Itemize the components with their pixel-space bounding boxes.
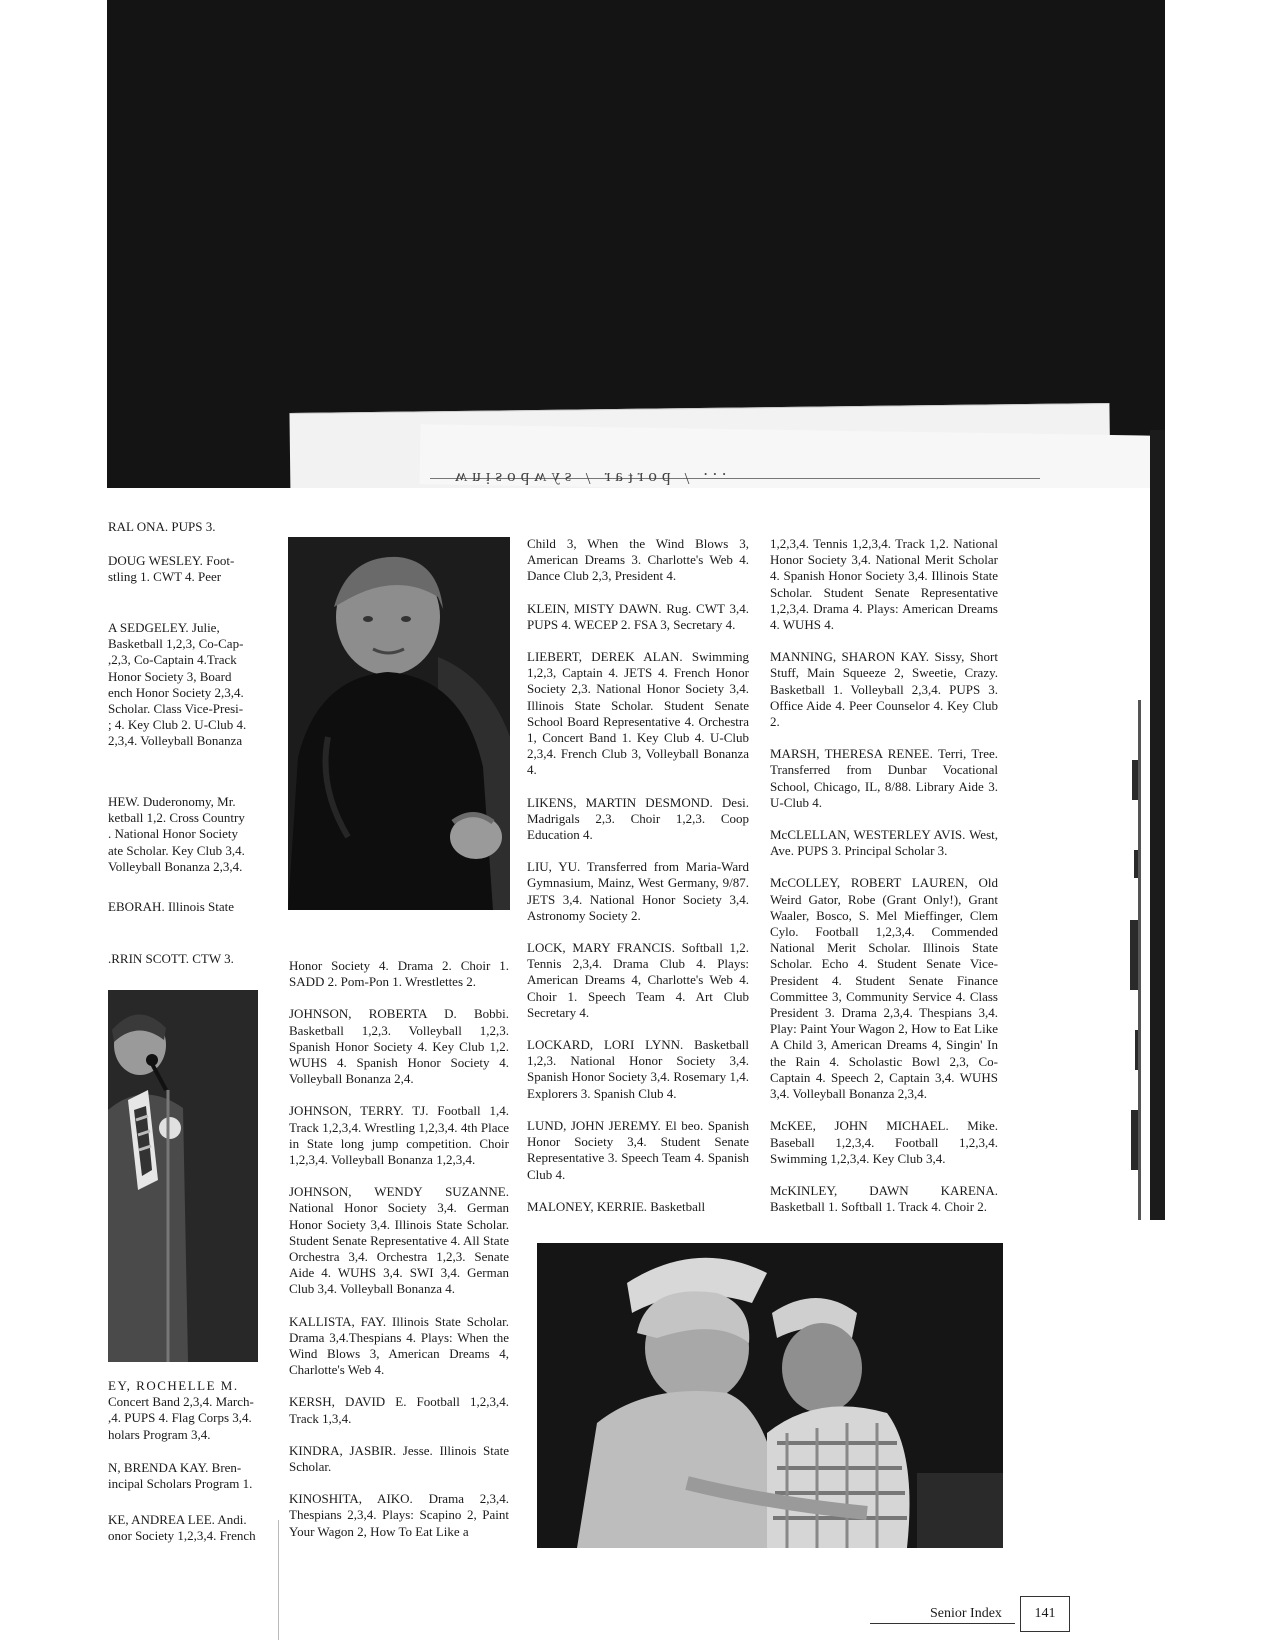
index-entry: LOCK, MARY FRANCIS. Softball 1,2. Tennis 2,3,4. Drama Club 4. Plays: American Dreams 4, Charlotte's Web 4. Choir 1. Speech Team 4. Art Club Secretary 4. <box>527 940 749 1020</box>
fragment-line: .RRIN SCOTT. CTW 3. <box>108 951 234 966</box>
index-entry: LOCKARD, LORI LYNN. Basketball 1,2,3. National Honor Society 3,4. Spanish Honor Society 3,4. Rosemary 1,4. Explorers 3. Spanish Club 4. <box>527 1037 749 1101</box>
index-entry: McKEE, JOHN MICHAEL. Mike. Baseball 1,2,3,4. Football 1,2,3,4. Swimming 1,2,3,4. Key Club 3,4. <box>770 1118 998 1166</box>
fragment-line: incipal Scholars Program 1. <box>108 1476 253 1492</box>
index-entry: 1,2,3,4. Tennis 1,2,3,4. Track 1,2. National Honor Society 3,4. National Merit Scholar 4. Spanish Honor Society 3,4. Illinois State Scholar. Student Senate Representative 1,2,3,4. Drama 4. Plays: American Dreams 4. WUHS 4. <box>770 536 998 633</box>
fragment-line: EY, ROCHELLE M. <box>108 1378 239 1393</box>
index-entry: JOHNSON, TERRY. TJ. Football 1,4. Track 1,2,3,4. Wrestling 1,2,3,4. 4th Place in State long jump competition. Choir 1,2,3,4. Volleyball Bonanza 1,2,3,4. <box>289 1103 509 1168</box>
index-entry: McKINLEY, DAWN KARENA. Basketball 1. Softball 1. Track 4. Choir 2. <box>770 1182 998 1215</box>
fragment-line: Scholar. Class Vice-Presi- <box>108 701 244 717</box>
fragment-line: 2,3,4. Volleyball Bonanza <box>108 733 243 749</box>
left-fragment-3 <box>108 620 268 750</box>
left-fragment-7 <box>108 1378 268 1443</box>
index-entry: KINDRA, JASBIR. Jesse. Illinois State Scholar. <box>289 1442 509 1475</box>
fragment-line: N, BRENDA KAY. Bren- <box>108 1460 242 1475</box>
index-column-3 <box>527 536 749 1231</box>
student-portrait-image <box>288 537 510 910</box>
speaker-photo-image <box>108 990 258 1362</box>
students-photo-image <box>537 1243 1003 1548</box>
fragment-line: ; 4. Key Club 2. U-Club 4. <box>108 717 247 733</box>
section-label: Senior Index <box>930 1606 1002 1621</box>
fragment-line: Volleyball Bonanza 2,3,4. <box>108 858 243 874</box>
fragment-line: Basketball 1,2,3, Co-Cap- <box>108 636 244 652</box>
fragment-line: KE, ANDREA LEE. Andi. <box>108 1512 247 1527</box>
fragment-line: ,4. PUPS 4. Flag Corps 3,4. <box>108 1410 252 1426</box>
left-fragment-2 <box>108 553 268 585</box>
left-fragment-1 <box>108 519 268 535</box>
left-fragment-5 <box>108 899 268 915</box>
fragment-line: holars Program 3,4. <box>108 1426 211 1442</box>
fragment-line: onor Society 1,2,3,4. French <box>108 1528 256 1544</box>
fragment-line: HEW. Duderonomy, Mr. <box>108 794 236 809</box>
left-fragment-6 <box>108 951 268 967</box>
fragment-line: ketball 1,2. Cross Country <box>108 810 245 826</box>
index-column-4 <box>770 536 998 1231</box>
index-entry: JOHNSON, ROBERTA D. Bobbi. Basketball 1,2,3. Volleyball 1,2,3. Spanish Honor Society 4. Key Club 1,2. WUHS 4. Spanish Honor Society 4. Volleyball Bonanza 2,4. <box>289 1006 509 1087</box>
index-entry: KLEIN, MISTY DAWN. Rug. CWT 3,4. PUPS 4. WECEP 2. FSA 3, Secretary 4. <box>527 600 749 632</box>
index-entry: LUND, JOHN JEREMY. El beo. Spanish Honor Society 3,4. Student Senate Representative 3. Speech Team 4. Spanish Club 4. <box>527 1117 749 1182</box>
left-fragment-8 <box>108 1460 268 1492</box>
students-photo <box>537 1243 1003 1548</box>
fragment-line: Honor Society 3, Board <box>108 668 232 684</box>
footer-rule <box>870 1623 1015 1624</box>
gutter-mark <box>278 1520 279 1640</box>
index-entry: Honor Society 4. Drama 2. Choir 1. SADD 2. Pom-Pon 1. Wrestlettes 2. <box>289 958 509 990</box>
index-entry: MARSH, THERESA RENEE. Terri, Tree. Transferred from Dunbar Vocational School, Chicago, IL, 8/88. Library Aide 3. U-Club 4. <box>770 746 998 810</box>
fragment-line: . National Honor Society <box>108 826 238 842</box>
fragment-line: DOUG WESLEY. Foot- <box>108 553 235 568</box>
index-entry: McCOLLEY, ROBERT LAUREN, Old Weird Gator, Robe (Grant Only!), Grant Waaler, Bosco, S. Mel Mieffinger, Clem Cylo. Football 1,2,3,4. Commended National Merit Scholar. Illinois State Scholar. Echo 4. Student Senate Vice-President 4. Student Senate Finance Committee 3, Community Service 4. Class President 3. Drama 2,3,4. Thespians 3,4. Play: Paint Your Wagon 2, How to Eat Like A Child 3, American Dreams 4, Singin' In the Rain 4. Scholastic Bowl 2,3, Co-Captain 4. Speech 2, Captain 3,4. WUHS 3,4. Volleyball Bonanza 2,3,4. <box>770 875 998 1102</box>
fragment-line: ,2,3, Co-Captain 4.Track <box>108 652 237 668</box>
fragment-line: Concert Band 2,3,4. March- <box>108 1394 254 1410</box>
mirrored-strip-text: wnisodwʎs / ɹɐʇɹod / ... <box>455 469 732 488</box>
index-entry: MANNING, SHARON KAY. Sissy, Short Stuff, Main Squeeze 2, Sweetie, Crazy. Basketball 1. Volleyball 2,3,4. PUPS 3. Office Aide 4. Peer Counselor 4. Key Club 2. <box>770 649 998 730</box>
fragment-line: ate Scholar. Key Club 3,4. <box>108 842 245 858</box>
index-entry: KINOSHITA, AIKO. Drama 2,3,4. Thespians 2,3,4. Plays: Scapino 2, Paint Your Wagon 2, How To Eat Like a <box>289 1491 509 1539</box>
index-entry: MALONEY, KERRIE. Basketball <box>527 1198 706 1214</box>
student-portrait-photo <box>288 537 510 910</box>
scan-edge-artifacts <box>1126 700 1150 1220</box>
index-entry: McCLELLAN, WESTERLEY AVIS. West, Ave. PUPS 3. Principal Scholar 3. <box>770 827 998 859</box>
fragment-line: EBORAH. Illinois State <box>108 899 235 914</box>
index-entry: KERSH, DAVID E. Football 1,2,3,4. Track 1,3,4. <box>289 1394 509 1426</box>
index-column-2 <box>289 958 509 1556</box>
index-entry: LIEBERT, DEREK ALAN. Swimming 1,2,3, Captain 4. JETS 4. French Honor Society 2,3. National Honor Society 3,4. Illinois State Scholar. Student Senate School Board Representative 4. Orchestra 1, Concert Band 1. Key Club 4. U-Club 2,3,4. French Club 3, Volleyball Bonanza 4. <box>527 649 749 778</box>
left-fragment-4 <box>108 794 268 875</box>
fragment-line: stling 1. CWT 4. Peer <box>108 569 222 585</box>
scan-dark-edge <box>1150 430 1165 1220</box>
index-entry: KALLISTA, FAY. Illinois State Scholar. Drama 3,4.Thespians 4. Plays: When the Wind Blows 3, American Dreams 4, Charlotte's Web 4. <box>289 1313 509 1378</box>
page-number: 141 <box>1020 1596 1070 1632</box>
index-entry: Child 3, When the Wind Blows 3, American Dreams 3. Charlotte's Web 4. Dance Club 2,3, President 4. <box>527 536 749 584</box>
fragment-line: ench Honor Society 2,3,4. <box>108 684 244 700</box>
left-fragment-9 <box>108 1512 268 1544</box>
fragment-line: A SEDGELEY. Julie, <box>108 620 220 635</box>
index-entry: LIU, YU. Transferred from Maria-Ward Gymnasium, Mainz, West Germany, 9/87. JETS 3,4. National Honor Society 3,4. Astronomy Society 2. <box>527 859 749 923</box>
index-entry: LIKENS, MARTIN DESMOND. Desi. Madrigals 2,3. Choir 1,2,3. Coop Education 4. <box>527 794 749 843</box>
speaker-photo <box>108 990 258 1362</box>
fragment-line: RAL ONA. PUPS 3. <box>108 519 216 534</box>
index-entry: JOHNSON, WENDY SUZANNE. National Honor Society 3,4. German Honor Society 3,4. Illinois State Scholar. Student Senate Representative 4. All State Orchestra 3,4. Orchestra 1,2,3. Senate Aide 4. WUHS 3,4. SWI 3,4. German Club 3,4. Volleyball Bonanza 4. <box>289 1184 509 1297</box>
